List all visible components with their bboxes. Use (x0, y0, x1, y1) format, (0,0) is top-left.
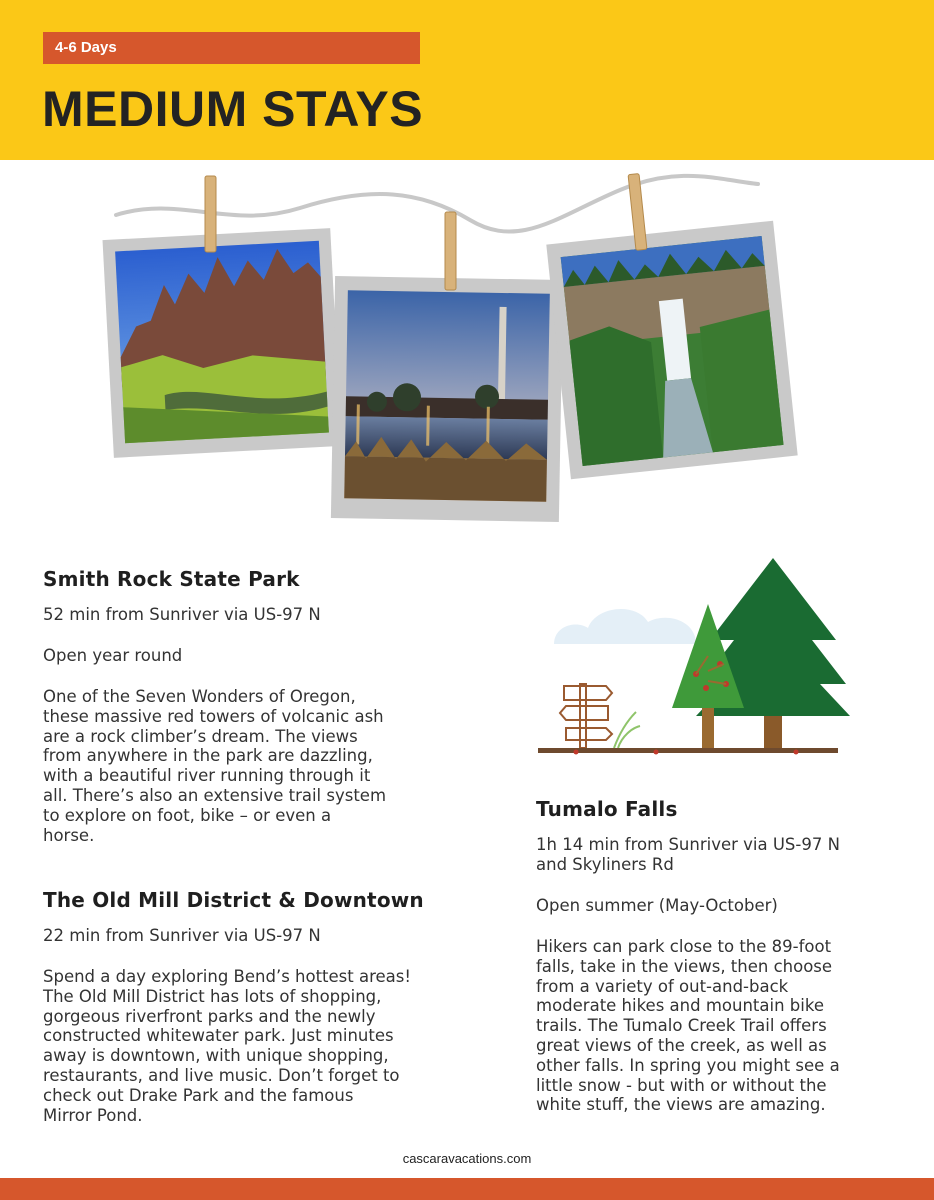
section-title: Tumalo Falls (536, 797, 678, 821)
description-line: away is downtown, with unique shopping, (43, 1046, 389, 1066)
footer-url[interactable]: cascaravacations.com (402, 1151, 532, 1166)
header-banner (0, 0, 934, 160)
travel-time-line: 1h 14 min from Sunriver via US-97 N (536, 835, 840, 854)
section-title: Smith Rock State Park (43, 567, 300, 591)
description-line: other falls. In spring you might see a (536, 1055, 840, 1075)
section-old-mill (43, 888, 463, 1125)
signpost-icon (560, 684, 612, 748)
hanging-photos (0, 160, 934, 540)
travel-time: 22 min from Sunriver via US-97 N (43, 926, 321, 945)
description (43, 687, 443, 845)
footer-bar (0, 1178, 934, 1200)
description (43, 967, 463, 1125)
description-line: gorgeous riverfront parks and the newly (43, 1006, 376, 1026)
description-line: restaurants, and live music. Don’t forget to (43, 1065, 400, 1085)
description-line: Hikers can park close to the 89-foot (536, 937, 832, 956)
description (536, 937, 896, 1115)
description-line: these massive red towers of volcanic ash (43, 706, 384, 726)
description-line: from a variety of out-and-back (536, 976, 789, 996)
description-line: constructed whitewater park. Just minutes (43, 1026, 394, 1046)
description-line: falls, take in the views, then choose (536, 956, 833, 976)
page-title: MEDIUM STAYS (42, 81, 424, 137)
duration-badge: 4-6 Days (43, 32, 420, 64)
photo-tumalo-falls (546, 221, 797, 480)
travel-time: 52 min from Sunriver via US-97 N (43, 605, 321, 624)
photo-smith-rock (103, 228, 342, 458)
trail-illustration (536, 556, 856, 761)
description-line: little snow - but with or without the (536, 1075, 827, 1095)
description-line: horse. (43, 825, 95, 845)
section-title: The Old Mill District & Downtown (43, 888, 424, 912)
open-hours: Open year round (43, 646, 183, 665)
description-line: The Old Mill District has lots of shopping, (43, 986, 382, 1006)
description-line: with a beautiful river running through it (43, 766, 371, 786)
travel-time (536, 835, 896, 875)
section-smith-rock (43, 567, 443, 845)
description-line: great views of the creek, as well as (536, 1035, 827, 1055)
ground-line (538, 748, 838, 755)
description-line: Spend a day exploring Bend’s hottest areas! (43, 967, 411, 986)
description-line: from anywhere in the park are dazzling, (43, 746, 373, 766)
photo-old-mill (331, 276, 563, 522)
description-line: moderate hikes and mountain bike (536, 996, 824, 1016)
description-line: One of the Seven Wonders of Oregon, (43, 687, 356, 706)
description-line: Mirror Pond. (43, 1105, 143, 1125)
description-line: check out Drake Park and the famous (43, 1085, 354, 1105)
travel-time-line: and Skyliners Rd (536, 855, 674, 874)
open-hours: Open summer (May-October) (536, 896, 778, 915)
description-line: white stuff, the views are amazing. (536, 1095, 826, 1115)
description-line: all. There’s also an extensive trail system (43, 785, 387, 805)
description-line: trails. The Tumalo Creek Trail offers (536, 1016, 827, 1036)
description-line: to explore on foot, bike – or even a (43, 805, 332, 825)
section-tumalo-falls (536, 797, 896, 1115)
cloud-icon (554, 609, 696, 644)
description-line: are a rock climber’s dream. The views (43, 726, 358, 746)
